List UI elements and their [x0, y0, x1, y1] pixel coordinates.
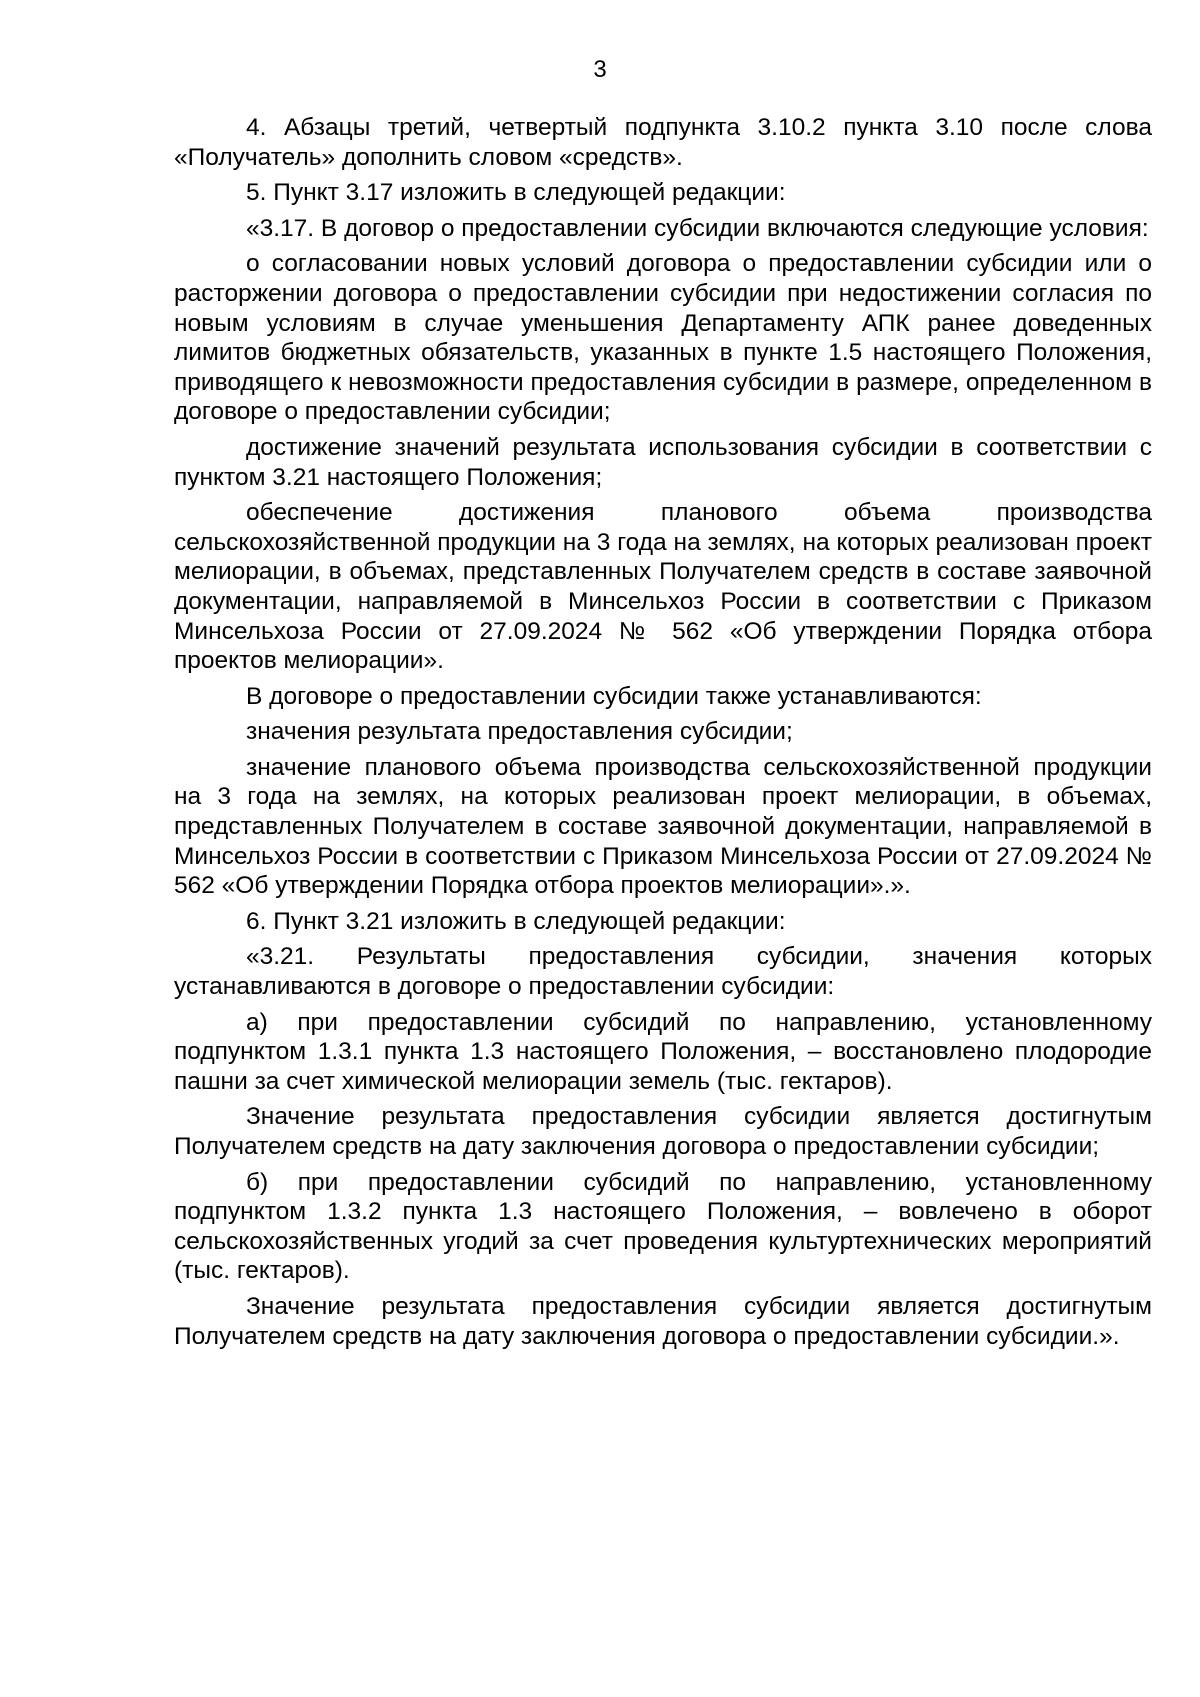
- paragraph-result-achieved-b: Значение результата предоставления субсидии является достигнутым Получателем средств на дату заключения договора о предоставлении субсидии.».: [174, 1292, 1152, 1350]
- document-body: [174, 113, 1152, 1357]
- paragraph-also-established: В договоре о предоставлении субсидии также устанавливаются:: [246, 682, 982, 710]
- paragraph-planned-volume: значение планового объема производства сельскохозяйственной продукции на 3 года на землях, на которых реализован проект мелиорации, в объемах, представленных Получателем в составе заявочной документации, направляемой в Минсельхоз России в соответствии с Приказом Минсельхоза России от 27.09.2024 № 562 «Об утверждении Порядка отбора проектов мелиорации».».: [174, 753, 1152, 900]
- paragraph-condition-agreement: о согласовании новых условий договора о предоставлении субсидии или о расторжении договора о предоставлении субсидии при недостижении согласия по новым условиям в случае уменьшения Департаменту АПК ранее доведенных лимитов бюджетных обязательств, указанных в пункте 1.5 настоящего Положения, приводящего к невозможности предоставления субсидии в размере, определенном в договоре о предоставлении субсидии;: [174, 250, 1152, 426]
- paragraph-clause-3-21: «3.21. Результаты предоставления субсидии, значения которых устанавливаются в договоре о предоставлении субсидии:: [174, 943, 1152, 1001]
- paragraph-item-4: 4. Абзацы третий, четвертый подпункта 3.10.2 пункта 3.10 после слова «Получатель» дополнить словом «средств».: [174, 114, 1152, 171]
- paragraph-item-6: 6. Пункт 3.21 изложить в следующей редакции:: [246, 907, 786, 935]
- paragraph-condition-production: обеспечение достижения планового объема производства сельскохозяйственной продукции на 3 года на землях, на которых реализован проект мелиорации, в объемах, представленных Получателем средств в составе заявочной документации, направляемой в Минсельхоз России в соответствии с Приказом Минсельхоза России от 27.09.2024 № 562 «Об утверждении Порядка отбора проектов мелиорации».: [174, 499, 1152, 675]
- paragraph-subitem-a: а) при предоставлении субсидий по направлению, установленному подпунктом 1.3.1 пункта 1.3 настоящего Положения, – восстановлено плодородие пашни за счет химической мелиорации земель (тыс. гектаров).: [174, 1008, 1152, 1095]
- paragraph-result-values: значения результата предоставления субсидии;: [246, 718, 793, 746]
- paragraph-result-achieved-a: Значение результата предоставления субсидии является достигнутым Получателем средств на дату заключения договора о предоставлении субсидии;: [174, 1103, 1152, 1160]
- page-number: 3: [593, 56, 607, 83]
- paragraph-item-5: 5. Пункт 3.17 изложить в следующей редакции:: [246, 179, 786, 207]
- paragraph-subitem-b: б) при предоставлении субсидий по направлению, установленному подпунктом 1.3.2 пункта 1.3 настоящего Положения, – вовлечено в оборот сельскохозяйственных угодий за счет проведения культуртехнических мероприятий (тыс. гектаров).: [174, 1168, 1152, 1285]
- paragraph-clause-3-17: «3.17. В договор о предоставлении субсидии включаются следующие условия:: [246, 214, 1149, 242]
- paragraph-condition-results: достижение значений результата использования субсидии в соответствии с пунктом 3.21 настоящего Положения;: [174, 433, 1152, 491]
